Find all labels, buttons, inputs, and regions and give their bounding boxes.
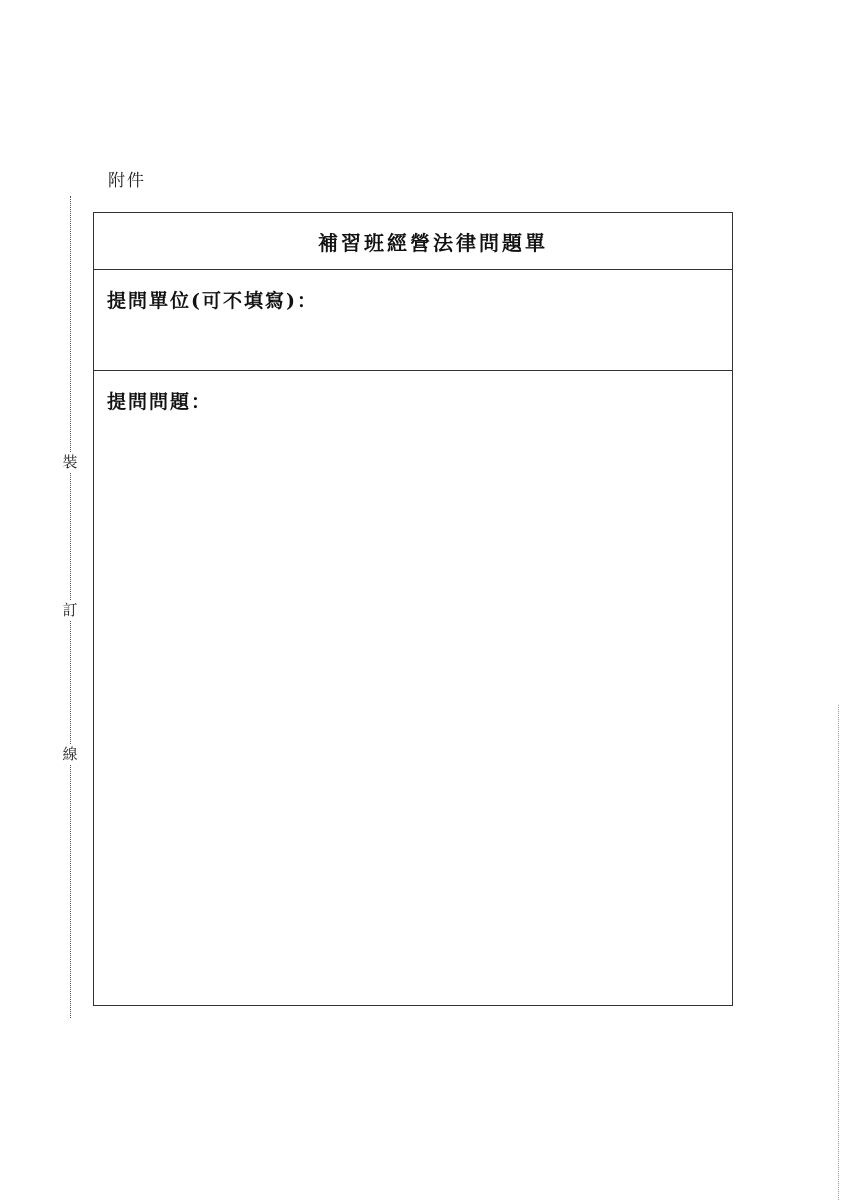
form-title-row	[94, 213, 732, 270]
binding-char-ding: 訂	[60, 600, 80, 620]
unit-field-row[interactable]	[94, 270, 732, 371]
right-edge-dotted-line	[838, 705, 839, 1200]
question-form	[93, 212, 733, 1006]
binding-char-xian: 線	[60, 744, 80, 764]
unit-field-value[interactable]	[107, 320, 707, 350]
question-field-row[interactable]	[94, 371, 732, 1005]
question-field-label: 提問問題：	[107, 391, 213, 413]
question-field-value[interactable]	[107, 421, 707, 451]
unit-field-label: 提問單位(可不填寫)：	[107, 290, 318, 312]
attachment-label: 附件	[108, 171, 146, 191]
binding-char-zhuang: 裝	[60, 452, 80, 472]
form-title: 補習班經營法律問題單	[318, 230, 548, 255]
